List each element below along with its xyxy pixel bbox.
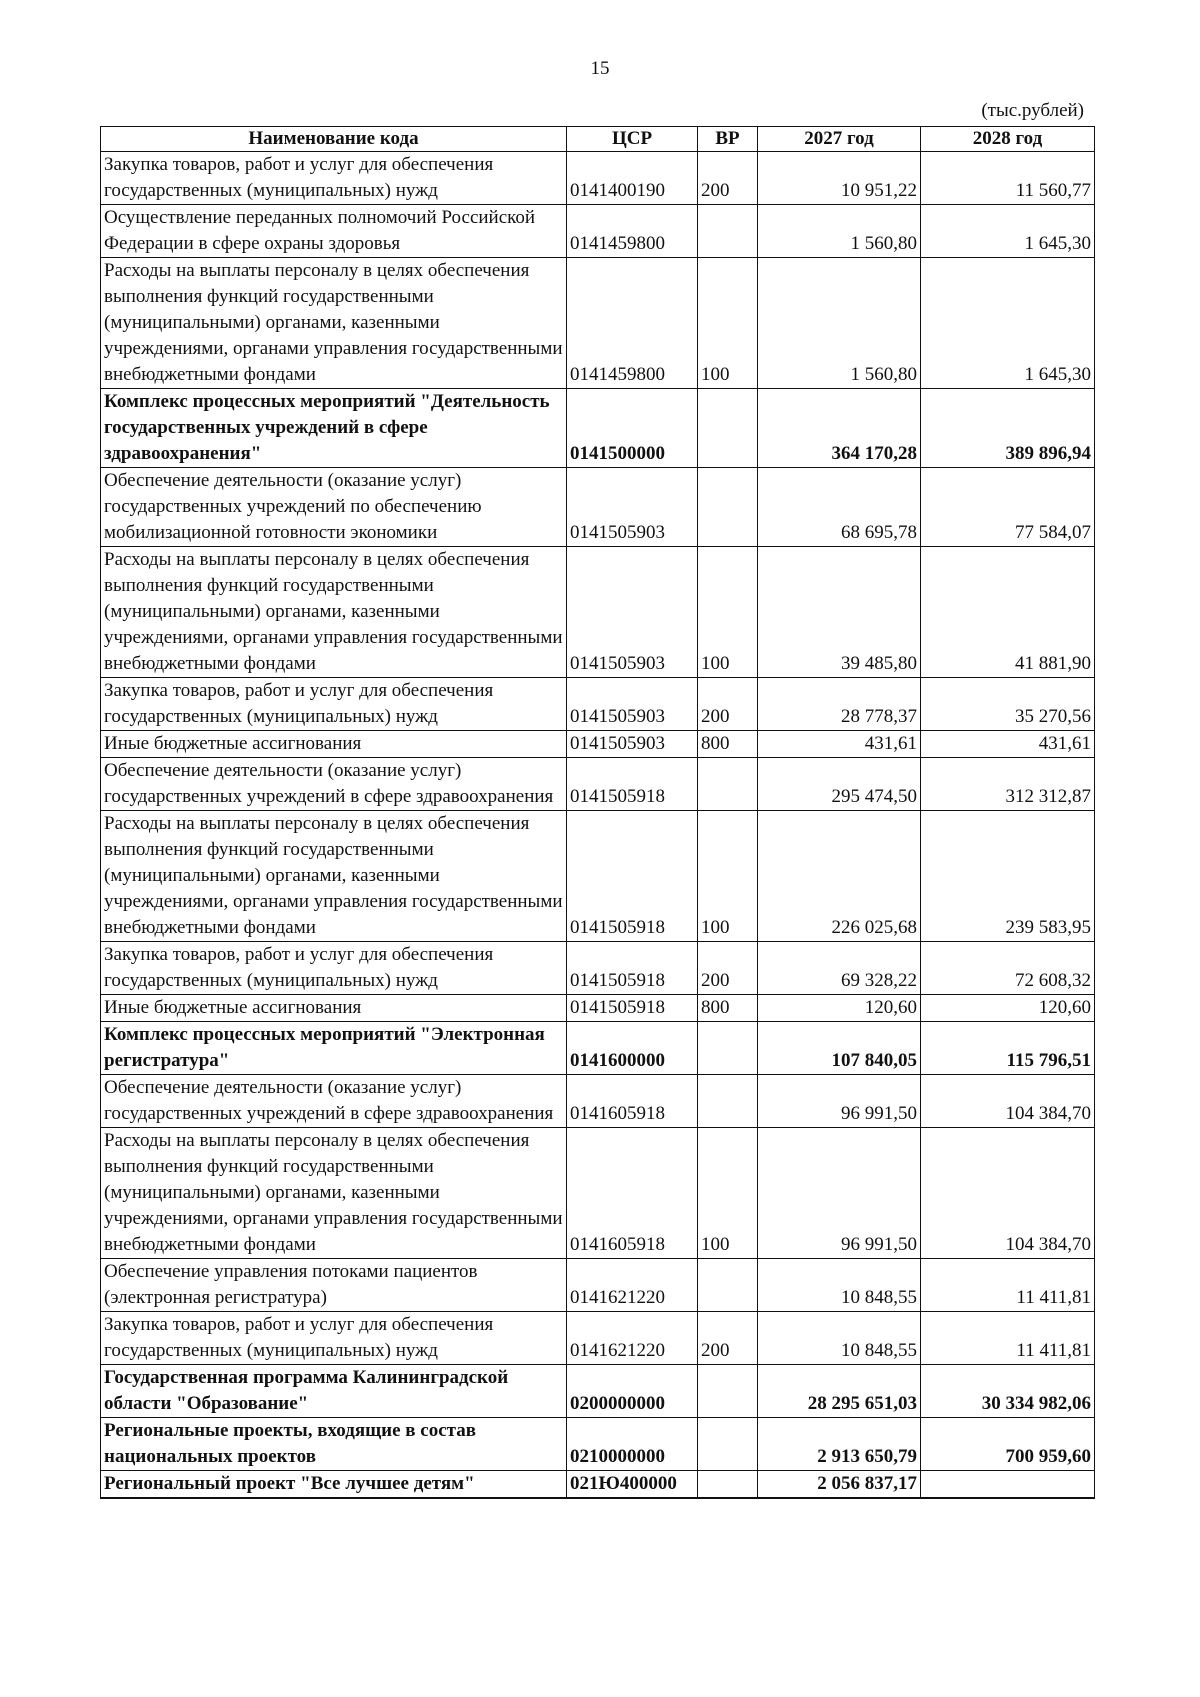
cell-y2027: 431,61 xyxy=(758,731,921,758)
cell-y2027: 96 991,50 xyxy=(758,1075,921,1128)
cell-csr: 0141505903 xyxy=(567,731,698,758)
cell-y2028: 72 608,32 xyxy=(921,942,1095,995)
cell-vr xyxy=(698,389,758,468)
cell-y2028: 1 645,30 xyxy=(921,258,1095,389)
cell-vr xyxy=(698,1471,758,1499)
cell-y2027: 295 474,50 xyxy=(758,758,921,811)
cell-y2027: 10 848,55 xyxy=(758,1312,921,1365)
cell-vr: 100 xyxy=(698,811,758,942)
header-csr: ЦСР xyxy=(567,127,698,152)
cell-y2028: 700 959,60 xyxy=(921,1418,1095,1471)
budget-table xyxy=(100,126,1095,1499)
cell-y2027: 10 848,55 xyxy=(758,1259,921,1312)
cell-name: Обеспечение деятельности (оказание услуг) государственных учреждений по обеспечению мобилизационной готовности экономики xyxy=(101,468,567,547)
cell-csr: 0141459800 xyxy=(567,205,698,258)
table-row xyxy=(101,811,1095,942)
cell-vr xyxy=(698,468,758,547)
cell-csr: 0141505918 xyxy=(567,995,698,1022)
table-row xyxy=(101,468,1095,547)
cell-vr: 200 xyxy=(698,152,758,205)
cell-name: Закупка товаров, работ и услуг для обеспечения государственных (муниципальных) нужд xyxy=(101,678,567,731)
cell-y2027: 2 913 650,79 xyxy=(758,1418,921,1471)
table-row xyxy=(101,678,1095,731)
cell-name: Обеспечение деятельности (оказание услуг) государственных учреждений в сфере здравоохранения xyxy=(101,1075,567,1128)
cell-vr: 200 xyxy=(698,1312,758,1365)
cell-name: Расходы на выплаты персоналу в целях обеспечения выполнения функций государственными (муниципальными) органами, казенными учреждениями, органами управления государственными внебюджетными фондами xyxy=(101,258,567,389)
cell-vr xyxy=(698,758,758,811)
cell-y2027: 226 025,68 xyxy=(758,811,921,942)
cell-y2028 xyxy=(921,1471,1095,1499)
cell-csr: 0141505918 xyxy=(567,942,698,995)
cell-vr xyxy=(698,1418,758,1471)
table-row xyxy=(101,547,1095,678)
table-row xyxy=(101,1312,1095,1365)
cell-vr: 800 xyxy=(698,731,758,758)
cell-vr xyxy=(698,1365,758,1418)
cell-y2027: 1 560,80 xyxy=(758,205,921,258)
cell-csr: 0141459800 xyxy=(567,258,698,389)
cell-name: Закупка товаров, работ и услуг для обеспечения государственных (муниципальных) нужд xyxy=(101,1312,567,1365)
table-row xyxy=(101,1128,1095,1259)
cell-vr xyxy=(698,1022,758,1075)
cell-name: Региональный проект "Все лучшее детям" xyxy=(101,1471,567,1499)
cell-y2027: 28 295 651,03 xyxy=(758,1365,921,1418)
cell-y2028: 115 796,51 xyxy=(921,1022,1095,1075)
table-row xyxy=(101,258,1095,389)
cell-csr: 0141600000 xyxy=(567,1022,698,1075)
table-row xyxy=(101,1365,1095,1418)
cell-csr: 0141500000 xyxy=(567,389,698,468)
cell-vr xyxy=(698,205,758,258)
cell-name: Комплекс процессных мероприятий "Электронная регистратура" xyxy=(101,1022,567,1075)
cell-name: Государственная программа Калининградской области "Образование" xyxy=(101,1365,567,1418)
cell-csr: 0141505903 xyxy=(567,468,698,547)
cell-y2027: 1 560,80 xyxy=(758,258,921,389)
cell-name: Иные бюджетные ассигнования xyxy=(101,731,567,758)
cell-y2028: 30 334 982,06 xyxy=(921,1365,1095,1418)
table-row xyxy=(101,389,1095,468)
table-row xyxy=(101,1075,1095,1128)
cell-y2027: 120,60 xyxy=(758,995,921,1022)
table-row xyxy=(101,152,1095,205)
table-row xyxy=(101,731,1095,758)
table-row xyxy=(101,995,1095,1022)
cell-name: Расходы на выплаты персоналу в целях обеспечения выполнения функций государственными (муниципальными) органами, казенными учреждениями, органами управления государственными внебюджетными фондами xyxy=(101,811,567,942)
cell-y2027: 68 695,78 xyxy=(758,468,921,547)
table-row xyxy=(101,1259,1095,1312)
header-vr: ВР xyxy=(698,127,758,152)
cell-csr: 0141505918 xyxy=(567,811,698,942)
cell-y2028: 11 411,81 xyxy=(921,1312,1095,1365)
header-2027: 2027 год xyxy=(758,127,921,152)
cell-csr: 0141505903 xyxy=(567,547,698,678)
cell-csr: 0141505903 xyxy=(567,678,698,731)
cell-csr: 021Ю400000 xyxy=(567,1471,698,1499)
cell-name: Расходы на выплаты персоналу в целях обеспечения выполнения функций государственными (муниципальными) органами, казенными учреждениями, органами управления государственными внебюджетными фондами xyxy=(101,1128,567,1259)
cell-y2028: 77 584,07 xyxy=(921,468,1095,547)
cell-name: Комплекс процессных мероприятий "Деятельность государственных учреждений в сфере здравоохранения" xyxy=(101,389,567,468)
cell-name: Иные бюджетные ассигнования xyxy=(101,995,567,1022)
cell-y2028: 11 411,81 xyxy=(921,1259,1095,1312)
cell-csr: 0141621220 xyxy=(567,1312,698,1365)
cell-csr: 0200000000 xyxy=(567,1365,698,1418)
table-row xyxy=(101,205,1095,258)
cell-y2027: 364 170,28 xyxy=(758,389,921,468)
page-number: 15 xyxy=(590,58,610,79)
cell-name: Осуществление переданных полномочий Российской Федерации в сфере охраны здоровья xyxy=(101,205,567,258)
cell-y2027: 28 778,37 xyxy=(758,678,921,731)
cell-name: Закупка товаров, работ и услуг для обеспечения государственных (муниципальных) нужд xyxy=(101,942,567,995)
cell-vr: 100 xyxy=(698,1128,758,1259)
cell-vr: 100 xyxy=(698,258,758,389)
cell-csr: 0141605918 xyxy=(567,1075,698,1128)
cell-csr: 0141621220 xyxy=(567,1259,698,1312)
cell-name: Региональные проекты, входящие в состав национальных проектов xyxy=(101,1418,567,1471)
table-row xyxy=(101,1471,1095,1499)
header-name: Наименование кода xyxy=(101,127,567,152)
cell-y2028: 104 384,70 xyxy=(921,1128,1095,1259)
cell-y2027: 10 951,22 xyxy=(758,152,921,205)
cell-y2027: 96 991,50 xyxy=(758,1128,921,1259)
cell-vr: 200 xyxy=(698,942,758,995)
table-row xyxy=(101,1418,1095,1471)
cell-vr: 800 xyxy=(698,995,758,1022)
cell-vr xyxy=(698,1259,758,1312)
table-header-row xyxy=(101,127,1095,152)
cell-vr xyxy=(698,1075,758,1128)
units-label: (тыс.рублей) xyxy=(981,100,1084,121)
cell-y2028: 389 896,94 xyxy=(921,389,1095,468)
cell-csr: 0141605918 xyxy=(567,1128,698,1259)
cell-y2028: 104 384,70 xyxy=(921,1075,1095,1128)
cell-name: Обеспечение деятельности (оказание услуг) государственных учреждений в сфере здравоохранения xyxy=(101,758,567,811)
table-row xyxy=(101,758,1095,811)
cell-vr: 100 xyxy=(698,547,758,678)
cell-name: Обеспечение управления потоками пациентов (электронная регистратура) xyxy=(101,1259,567,1312)
cell-y2028: 11 560,77 xyxy=(921,152,1095,205)
cell-name: Закупка товаров, работ и услуг для обеспечения государственных (муниципальных) нужд xyxy=(101,152,567,205)
cell-csr: 0141505918 xyxy=(567,758,698,811)
cell-csr: 0141400190 xyxy=(567,152,698,205)
cell-y2028: 120,60 xyxy=(921,995,1095,1022)
cell-y2028: 41 881,90 xyxy=(921,547,1095,678)
cell-y2028: 1 645,30 xyxy=(921,205,1095,258)
cell-vr: 200 xyxy=(698,678,758,731)
cell-name: Расходы на выплаты персоналу в целях обеспечения выполнения функций государственными (муниципальными) органами, казенными учреждениями, органами управления государственными внебюджетными фондами xyxy=(101,547,567,678)
cell-y2027: 69 328,22 xyxy=(758,942,921,995)
cell-y2028: 35 270,56 xyxy=(921,678,1095,731)
cell-csr: 0210000000 xyxy=(567,1418,698,1471)
table-row xyxy=(101,1022,1095,1075)
header-2028: 2028 год xyxy=(921,127,1095,152)
table-row xyxy=(101,942,1095,995)
cell-y2027: 39 485,80 xyxy=(758,547,921,678)
cell-y2028: 239 583,95 xyxy=(921,811,1095,942)
cell-y2028: 312 312,87 xyxy=(921,758,1095,811)
cell-y2027: 2 056 837,17 xyxy=(758,1471,921,1499)
table-body xyxy=(101,152,1095,1499)
cell-y2027: 107 840,05 xyxy=(758,1022,921,1075)
cell-y2028: 431,61 xyxy=(921,731,1095,758)
